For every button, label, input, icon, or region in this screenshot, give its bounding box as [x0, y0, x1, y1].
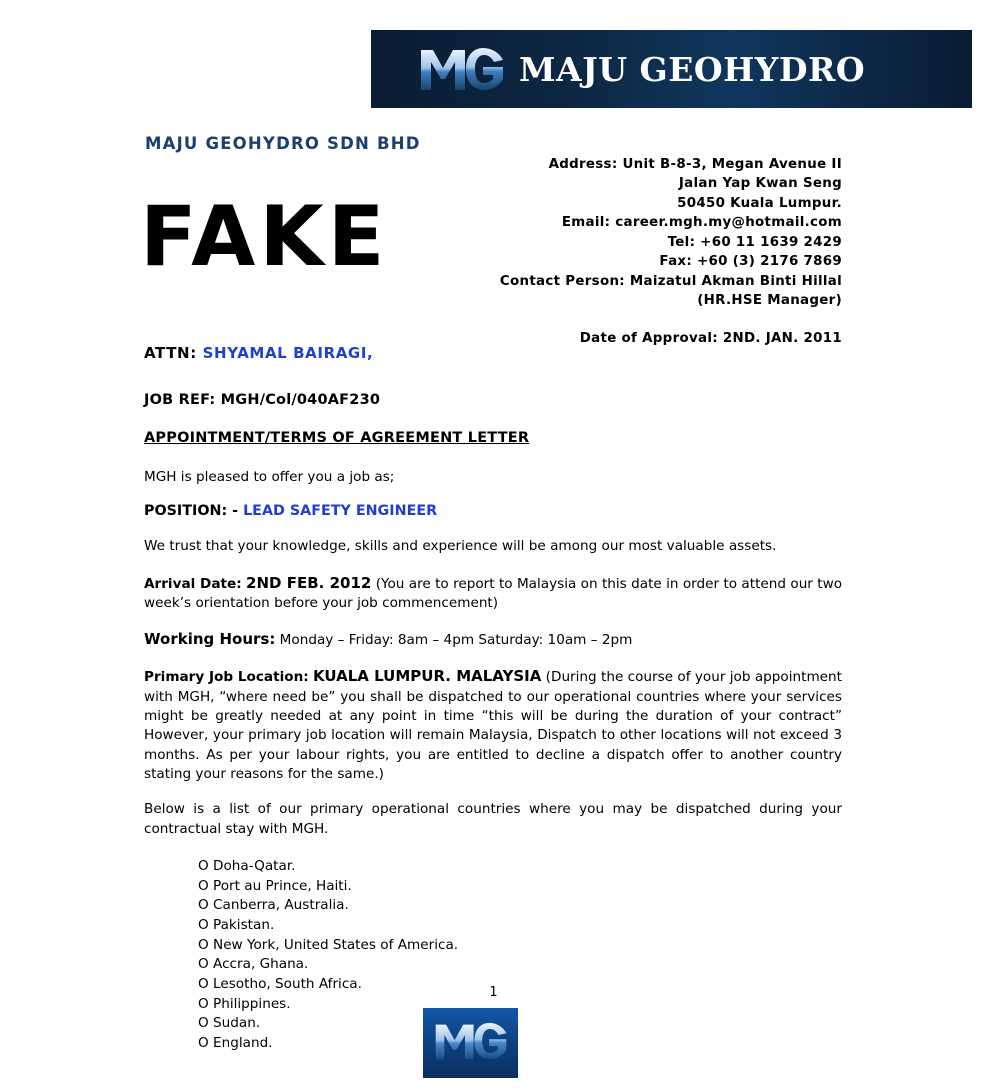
arrival-date-note: (You are to report to Malaysia on this date in order to attend our two week’s orientation before your job commencement)	[144, 575, 843, 611]
list-item: O Lesotho, South Africa.	[198, 976, 362, 993]
arrival-date-value: 2ND FEB. 2012	[246, 573, 372, 592]
address-line-3: 50450 Kuala Lumpur.	[677, 195, 842, 211]
address-email: Email: career.mgh.my@hotmail.com	[561, 215, 842, 231]
countries-list	[198, 857, 842, 1054]
address-block	[382, 155, 842, 348]
address-line-1: Address: Unit B-8-3, Megan Avenue II	[548, 157, 842, 172]
address-fax: Fax: +60 (3) 2176 7869	[659, 254, 842, 270]
trust-line: We trust that your knowledge, skills and experience will be among our most valuable assets.	[144, 538, 777, 555]
header-banner	[371, 30, 972, 108]
job-location-note: (During the course of your job appointment with MGH, “where need be” you shall be dispatched to our operational countries where your services might be greatly needed at any point in time “this will be during the duration of your contract” However, your primary job location will remain Malaysia, Dispatch to other locations will not exceed 3 months. As per your labour rights, you are entitled to decline a dispatch offer to another country stating your reasons for the same.)	[144, 669, 842, 782]
page-number: 1	[489, 985, 498, 1000]
list-item: O Doha-Qatar.	[198, 857, 296, 874]
mg-monogram-icon	[419, 46, 505, 92]
list-item: O Pakistan.	[198, 916, 275, 933]
letter-body	[144, 344, 842, 1054]
job-ref: JOB REF: MGH/Col/040AF230	[144, 392, 381, 408]
letter-heading: APPOINTMENT/TERMS OF AGREEMENT LETTER	[144, 430, 530, 446]
header-title: MAJU GEOHYDRO	[519, 49, 866, 89]
attn-name: SHYAMAL BAIRAGI,	[202, 344, 374, 362]
company-name: MAJU GEOHYDRO SDN BHD	[145, 134, 421, 153]
address-line-2: Jalan Yap Kwan Seng	[678, 176, 842, 192]
job-location-label: Primary Job Location:	[144, 669, 309, 686]
position-line	[144, 503, 842, 519]
list-item: O Sudan.	[198, 1015, 261, 1032]
working-hours-label: Working Hours:	[144, 630, 276, 649]
list-item: O New York, United States of America.	[198, 936, 459, 953]
offer-line: MGH is pleased to offer you a job as;	[144, 469, 395, 485]
footer-logo	[423, 1008, 518, 1078]
date-of-approval: Date of Approval: 2ND. JAN. 2011	[579, 330, 842, 346]
list-item: O England.	[198, 1035, 273, 1052]
working-hours-value: Monday – Friday: 8am – 4pm Saturday: 10am – 2pm	[279, 632, 633, 649]
list-item: O Philippines.	[198, 995, 291, 1012]
list-item: O Canberra, Australia.	[198, 897, 349, 914]
attn-label: ATTN:	[144, 344, 197, 362]
list-item: O Accra, Ghana.	[198, 956, 309, 973]
fake-stamp-text: FAKE	[140, 188, 389, 285]
list-item: O Port au Prince, Haiti.	[198, 877, 352, 894]
job-location-paragraph	[144, 666, 842, 784]
attn-line	[144, 344, 842, 362]
arrival-date-label: Arrival Date:	[144, 575, 242, 592]
position-label: POSITION: -	[144, 503, 239, 520]
address-contact-person: Contact Person: Maizatul Akman Binti Hillal	[499, 273, 842, 289]
working-hours-paragraph	[144, 629, 842, 650]
countries-intro: Below is a list of our primary operational countries where you may be dispatched during your contractual stay with MGH.	[144, 801, 842, 837]
address-tel: Tel: +60 11 1639 2429	[667, 234, 842, 250]
arrival-date-paragraph	[144, 573, 842, 614]
job-location-value: KUALA LUMPUR. MALAYSIA	[313, 667, 542, 686]
mg-monogram-icon	[434, 1020, 508, 1066]
address-contact-role: (HR.HSE Manager)	[697, 293, 842, 309]
position-value: LEAD SAFETY ENGINEER	[243, 503, 438, 520]
